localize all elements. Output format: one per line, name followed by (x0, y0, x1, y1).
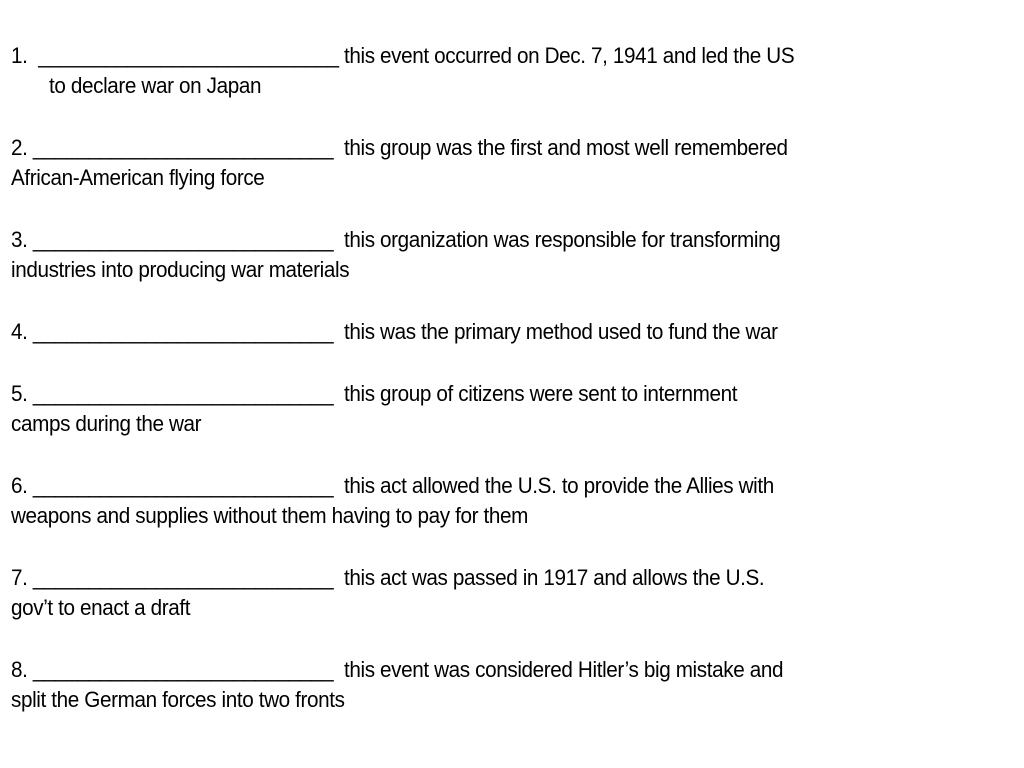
question-6-prompt: this act allowed the U.S. to provide the Allies with (333, 473, 774, 498)
question-2-line-2 (11, 163, 264, 193)
question-6-line-1 (11, 471, 774, 501)
question-6-answer-blank[interactable]: ___________________________ (32, 473, 334, 498)
question-6-prompt-continued: weapons and supplies without them having to pay for them (11, 503, 528, 528)
question-1-line-1 (11, 41, 794, 71)
question-1-prompt: this event occurred on Dec. 7, 1941 and led the US (338, 43, 795, 68)
question-2-prompt: this group was the first and most well remembered (333, 135, 788, 160)
question-8-line-2 (11, 685, 345, 715)
question-3-answer-blank[interactable]: ___________________________ (32, 227, 334, 252)
question-7-answer-blank[interactable]: ___________________________ (32, 565, 334, 590)
question-7-prompt-continued: gov’t to enact a draft (11, 595, 191, 620)
question-7-line-1 (11, 563, 764, 593)
question-8-answer-blank[interactable]: ___________________________ (32, 657, 334, 682)
question-4-prompt: this was the primary method used to fund the war (333, 319, 778, 344)
question-2-answer-blank[interactable]: ___________________________ (32, 135, 334, 160)
question-3-number: 3. (11, 227, 33, 252)
question-4-number: 4. (11, 319, 33, 344)
question-1-number: 1. (11, 43, 39, 68)
question-1-answer-blank[interactable]: ___________________________ (38, 43, 339, 68)
question-2-prompt-continued: African-American flying force (11, 165, 265, 190)
question-5-prompt-continued: camps during the war (11, 411, 202, 436)
question-5-line-1 (11, 379, 737, 409)
question-8-line-1 (11, 655, 783, 685)
question-5-number: 5. (11, 381, 33, 406)
question-1-prompt-continued: to declare war on Japan (49, 73, 262, 98)
question-2-number: 2. (11, 135, 33, 160)
question-7-line-2 (11, 593, 190, 623)
question-3-line-1 (11, 225, 780, 255)
question-3-prompt-continued: industries into producing war materials (11, 257, 350, 282)
question-4-line-1 (11, 317, 778, 347)
question-8-number: 8. (11, 657, 33, 682)
question-5-line-2 (11, 409, 201, 439)
question-7-prompt: this act was passed in 1917 and allows the U.S. (333, 565, 765, 590)
question-6-number: 6. (11, 473, 33, 498)
question-8-prompt-continued: split the German forces into two fronts (11, 687, 345, 712)
question-6-line-2 (11, 501, 528, 531)
question-8-prompt: this event was considered Hitler’s big mistake and (333, 657, 784, 682)
question-3-prompt: this organization was responsible for transforming (333, 227, 781, 252)
question-2-line-1 (11, 133, 788, 163)
question-7-number: 7. (11, 565, 33, 590)
question-4-answer-blank[interactable]: ___________________________ (32, 319, 334, 344)
question-1-line-2 (49, 71, 261, 101)
question-5-prompt: this group of citizens were sent to internment (333, 381, 738, 406)
question-3-line-2 (11, 255, 349, 285)
question-5-answer-blank[interactable]: ___________________________ (32, 381, 334, 406)
